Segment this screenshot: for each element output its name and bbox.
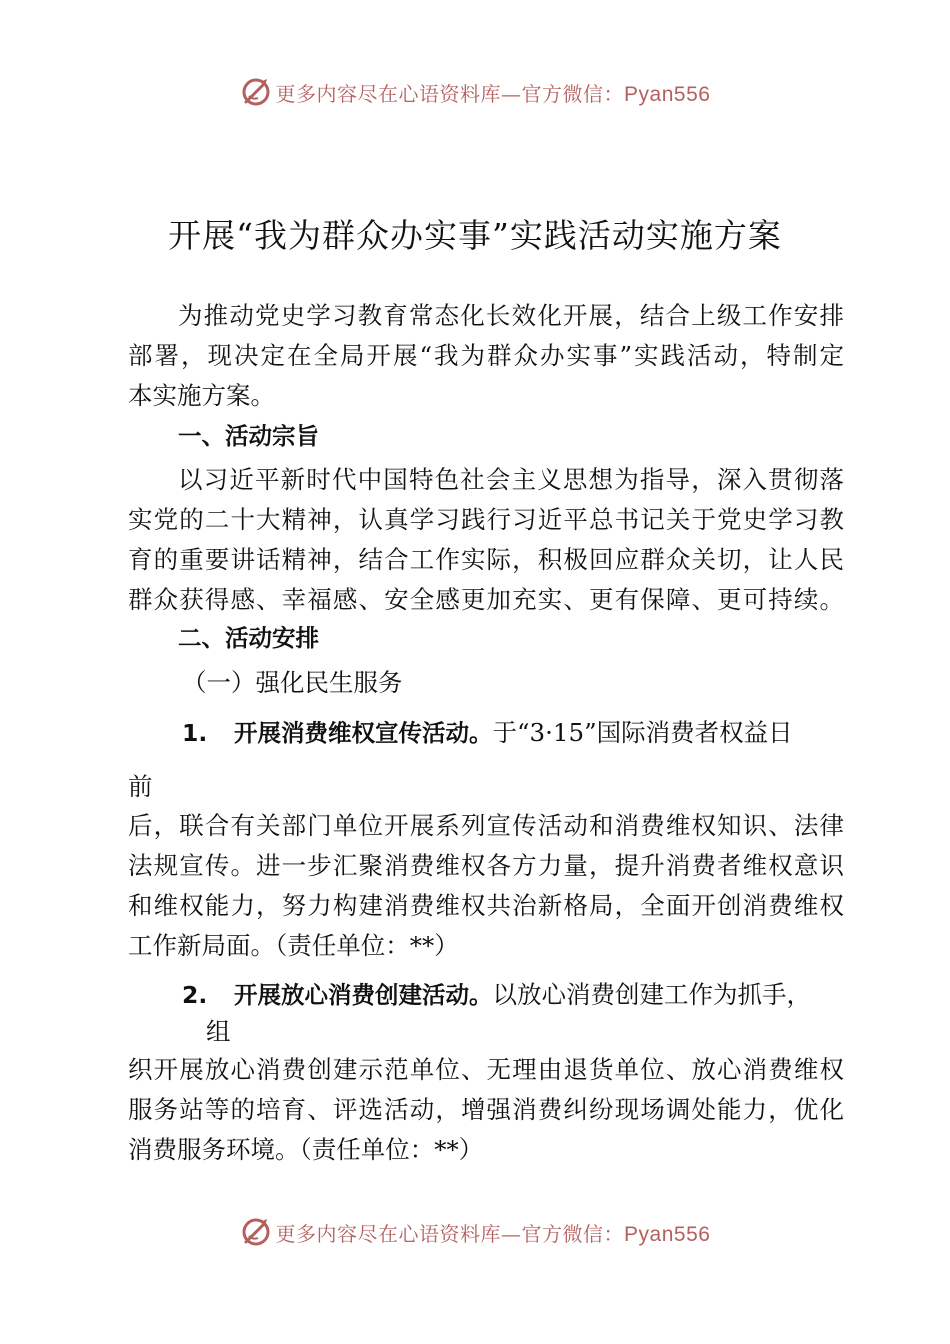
item-1-orphan: 前 (128, 772, 153, 801)
item-2-first-line (182, 975, 811, 1015)
wechat-id: Pyan556 (624, 82, 711, 106)
item-2-rest: 以放心消费创建工作为抓手， (492, 980, 811, 1009)
intro-line-3: 本实施方案。 (128, 381, 275, 410)
item-1-rest: 于“3·15”国际消费者权益日 (492, 718, 793, 747)
item-1-line-3: 和维权能力，努力构建消费维权共治新格局，全面开创消费维权 (128, 891, 844, 920)
section-heading-purpose: 一、活动宗旨 (178, 422, 319, 450)
footer-banner (0, 1212, 950, 1252)
item-1-line-1: 后，联合有关部门单位开展系列宣传活动和消费维权知识、法律 (128, 811, 844, 840)
intro-line-1: 为推动党史学习教育常态化长效化开展，结合上级工作安排 (178, 301, 844, 330)
item-1-line-2: 法规宣传。进一步汇聚消费维权各方力量，提升消费者维权意识 (128, 851, 844, 880)
item-2-number: 2. (182, 981, 208, 1009)
wechat-id: Pyan556 (624, 1222, 711, 1246)
item-1-first-line (182, 713, 793, 753)
item-2-lead: 开展放心消费创建活动。 (234, 981, 493, 1009)
section-heading-arrangement: 二、活动安排 (178, 624, 319, 652)
subsection-heading-livelihood: （一）强化民生服务 (182, 668, 403, 697)
item-1-number: 1. (182, 719, 208, 747)
intro-line-2: 部署，现决定在全局开展“我为群众办实事”实践活动，特制定 (128, 341, 844, 370)
item-2-line-2: 服务站等的培育、评选活动，增强消费纠纷现场调处能力，优化 (128, 1095, 844, 1124)
item-2-orphan: 组 (206, 1017, 231, 1046)
ink-brush-logo-icon (240, 76, 272, 108)
item-1-lead: 开展消费维权宣传活动。 (234, 719, 493, 747)
header-banner (0, 72, 950, 112)
purpose-line-2: 实党的二十大精神，认真学习践行习近平总书记关于党史学习教 (128, 505, 844, 534)
banner-text: 更多内容尽在心语资料库—官方微信：Pyan556 (275, 1221, 711, 1246)
item-2-line-1: 织开展放心消费创建示范单位、无理由退货单位、放心消费维权 (128, 1055, 844, 1084)
item-2-line-3: 消费服务环境。（责任单位：**） (128, 1135, 484, 1164)
item-1-line-4: 工作新局面。（责任单位：**） (128, 931, 459, 960)
page-title: 开展“我为群众办实事”实践活动实施方案 (168, 216, 782, 255)
purpose-line-3: 育的重要讲话精神，结合工作实际，积极回应群众关切，让人民 (128, 545, 844, 574)
banner-text: 更多内容尽在心语资料库—官方微信：Pyan556 (275, 81, 711, 106)
purpose-line-4: 群众获得感、幸福感、安全感更加充实、更有保障、更可持续。 (128, 585, 844, 614)
ink-brush-logo-icon (240, 1216, 272, 1248)
purpose-line-1: 以习近平新时代中国特色社会主义思想为指导，深入贯彻落 (178, 465, 844, 494)
